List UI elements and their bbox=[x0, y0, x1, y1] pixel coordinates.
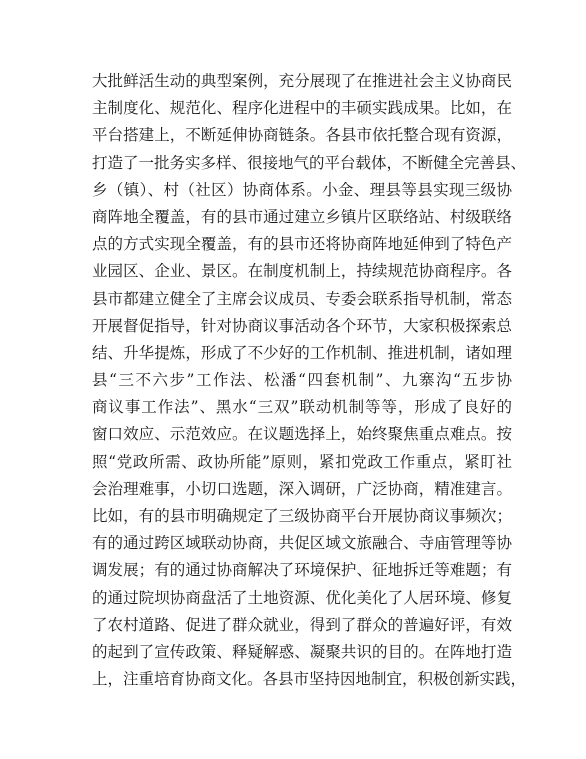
text-line: 县“三不六步”工作法、松潘“四套机制”、九寨沟“五步协 bbox=[92, 371, 512, 390]
text-line: 商议事工作法”、黑水“三双”联动机制等等，形成了良好的 bbox=[92, 398, 512, 417]
text-line: 点的方式实现全覆盖，有的县市还将协商阵地延伸到了特色产 bbox=[92, 235, 512, 254]
text-line: 主制度化、规范化、程序化进程中的丰硕实践成果。比如，在 bbox=[92, 99, 512, 118]
text-line: 打造了一批务实多样、很接地气的平台载体，不断健全完善县、 bbox=[92, 153, 527, 172]
text-line: 了农村道路、促进了群众就业，得到了群众的普遍好评，有效 bbox=[92, 615, 512, 634]
text-line: 结、升华提炼，形成了不少好的工作机制、推进机制，诸如理 bbox=[92, 343, 512, 362]
text-line: 有的通过跨区域联动协商，共促区域文旅融合、寺庙管理等协 bbox=[92, 534, 512, 553]
text-line: 的起到了宣传政策、释疑解惑、凝聚共识的目的。在阵地打造 bbox=[92, 642, 512, 661]
text-line: 开展督促指导，针对协商议事活动各个环节，大家积极探索总 bbox=[92, 316, 512, 335]
text-line: 比如，有的县市明确规定了三级协商平台开展协商议事频次； bbox=[92, 507, 512, 525]
text-line: 上，注重培育协商文化。各县市坚持因地制宜，积极创新实践， bbox=[92, 670, 527, 689]
body-paragraph bbox=[92, 68, 527, 693]
text-line: 商阵地全覆盖，有的县市通过建立乡镇片区联络站、村级联络 bbox=[92, 207, 512, 226]
text-line: 平台搭建上，不断延伸协商链条。各县市依托整合现有资源， bbox=[92, 126, 512, 145]
text-line: 会治理难事，小切口选题，深入调研，广泛协商，精准建言。 bbox=[92, 479, 512, 498]
text-line: 调发展；有的通过协商解决了环境保护、征地拆迁等难题；有 bbox=[92, 561, 512, 580]
text-line: 县市都建立健全了主席会议成员、专委会联系指导机制，常态 bbox=[92, 289, 512, 308]
text-line: 的通过院坝协商盘活了土地资源、优化美化了人居环境、修复 bbox=[92, 588, 512, 607]
text-line: 业园区、企业、景区。在制度机制上，持续规范协商程序。各 bbox=[92, 262, 512, 281]
text-line: 照“党政所需、政协所能”原则，紧扣党政工作重点，紧盯社 bbox=[92, 452, 512, 471]
text-line: 大批鲜活生动的典型案例，充分展现了在推进社会主义协商民 bbox=[92, 72, 512, 90]
text-line: 乡（镇）、村（社区）协商体系。小金、理县等县实现三级协 bbox=[92, 180, 512, 199]
text-line: 窗口效应、示范效应。在议题选择上，始终聚焦重点难点。按 bbox=[92, 425, 512, 444]
